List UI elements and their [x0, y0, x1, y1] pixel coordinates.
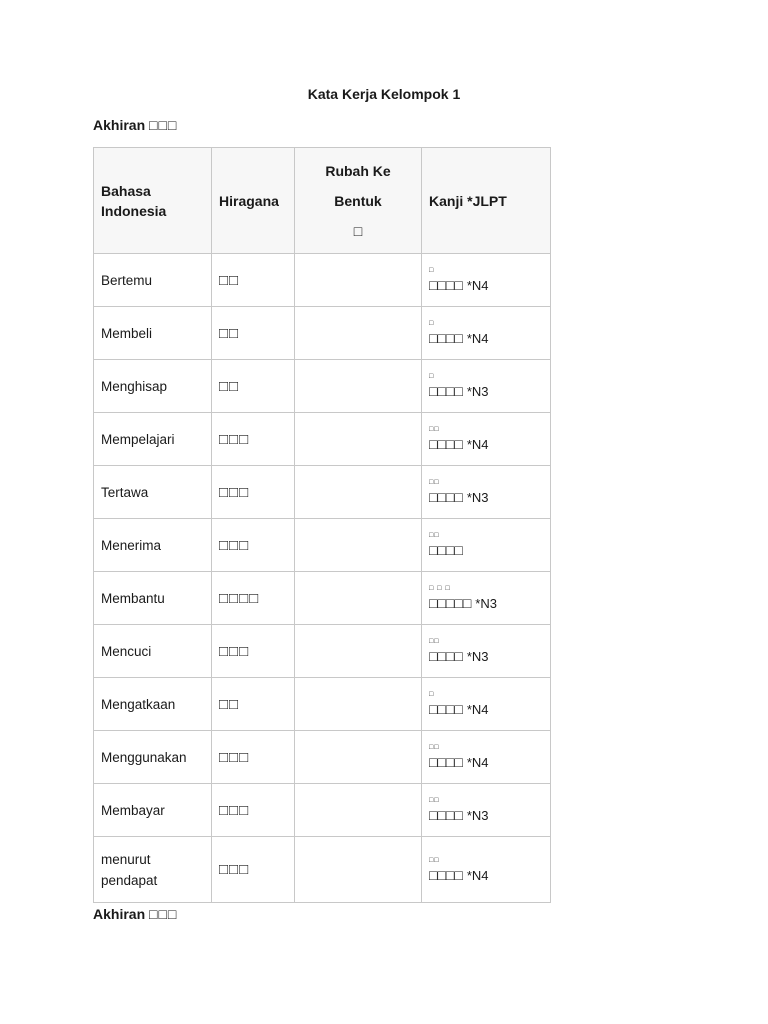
- kanji-text: □□□□□: [429, 595, 472, 611]
- meaning-text: Mempelajari: [101, 431, 175, 447]
- cell-rubah-bentuk: [295, 784, 422, 837]
- cell-hiragana: [212, 519, 295, 572]
- cell-meaning: [94, 254, 212, 307]
- hiragana-text: □□□: [219, 748, 250, 766]
- cell-kanji: [422, 625, 551, 678]
- kanji-text: □□□□: [429, 383, 463, 399]
- hiragana-text: □□□: [219, 801, 250, 819]
- furigana-text: □□: [429, 797, 440, 804]
- kanji-text: □□□□: [429, 436, 463, 452]
- cell-kanji: [422, 254, 551, 307]
- cell-kanji: [422, 360, 551, 413]
- meaning-text: Menerima: [101, 537, 162, 553]
- jlpt-level: *N4: [466, 702, 489, 717]
- cell-hiragana: [212, 360, 295, 413]
- meaning-text: Membayar: [101, 802, 165, 818]
- table-row: [94, 784, 551, 837]
- header-rubah-ke-bentuk: [295, 148, 422, 254]
- jlpt-level: *N3: [466, 649, 489, 664]
- header-hiragana: Hiragana: [212, 148, 295, 254]
- meaning-text: Membantu: [101, 590, 165, 606]
- hiragana-text: □□□: [219, 642, 250, 660]
- kanji-text: □□□□: [429, 648, 463, 664]
- kanji-line: [429, 867, 489, 883]
- hiragana-text: □□: [219, 377, 240, 395]
- cell-rubah-bentuk: [295, 731, 422, 784]
- hiragana-text: □□□□: [219, 589, 260, 607]
- section-heading-label: Akhiran: [93, 117, 146, 133]
- header-rubah-line2: Bentuk: [334, 192, 382, 209]
- furigana-text: □ □ □: [429, 585, 451, 592]
- cell-kanji: [422, 413, 551, 466]
- cell-hiragana: [212, 254, 295, 307]
- hiragana-text: □□□: [219, 430, 250, 448]
- cell-meaning: [94, 572, 212, 625]
- meaning-text: Menggunakan: [101, 749, 187, 765]
- cell-rubah-bentuk: [295, 519, 422, 572]
- table-row: [94, 254, 551, 307]
- kanji-text: □□□□: [429, 277, 463, 293]
- kanji-line: [429, 542, 467, 558]
- meaning-text: Membeli: [101, 325, 153, 341]
- furigana-text: □: [429, 691, 435, 698]
- jlpt-level: *N3: [466, 384, 489, 399]
- cell-rubah-bentuk: [295, 413, 422, 466]
- hiragana-text: □□: [219, 271, 240, 289]
- cell-kanji: [422, 307, 551, 360]
- furigana-text: □□: [429, 426, 440, 433]
- table-row: [94, 625, 551, 678]
- cell-meaning: [94, 784, 212, 837]
- furigana-text: □□: [429, 744, 440, 751]
- cell-hiragana: [212, 731, 295, 784]
- cell-rubah-bentuk: [295, 360, 422, 413]
- cell-hiragana: [212, 307, 295, 360]
- hiragana-text: □□: [219, 324, 240, 342]
- header-bahasa-indonesia: Bahasa Indonesia: [94, 148, 212, 254]
- cell-kanji: [422, 466, 551, 519]
- header-rubah-line1: Rubah Ke: [325, 162, 391, 179]
- hiragana-text: □□□: [219, 861, 250, 878]
- meaning-text: Mencuci: [101, 643, 152, 659]
- cell-meaning: [94, 466, 212, 519]
- cell-meaning: [94, 678, 212, 731]
- cell-rubah-bentuk: [295, 625, 422, 678]
- jlpt-level: *N4: [466, 331, 489, 346]
- jlpt-level: *N4: [466, 755, 489, 770]
- cell-rubah-bentuk: [295, 678, 422, 731]
- cell-hiragana: [212, 413, 295, 466]
- kanji-line: [429, 330, 489, 346]
- hiragana-text: □□□: [219, 483, 250, 501]
- cell-meaning: [94, 307, 212, 360]
- hiragana-text: □□□: [219, 536, 250, 554]
- kanji-line: [429, 701, 489, 717]
- table-row: [94, 572, 551, 625]
- table-row: [94, 413, 551, 466]
- cell-meaning: [94, 731, 212, 784]
- furigana-text: □□: [429, 856, 440, 864]
- meaning-text: Bertemu: [101, 272, 153, 288]
- cell-kanji: [422, 731, 551, 784]
- cell-hiragana: [212, 625, 295, 678]
- kanji-text: □□□□: [429, 866, 463, 883]
- kanji-text: □□□□: [429, 542, 463, 558]
- section-heading-label: Akhiran: [93, 906, 146, 922]
- section-heading-japanese: □□□: [149, 906, 178, 922]
- section-heading-akhiran: [93, 117, 177, 133]
- furigana-text: □□: [429, 532, 440, 539]
- kanji-text: □□□□: [429, 330, 463, 346]
- furigana-text: □□: [429, 638, 440, 645]
- table-row: [94, 360, 551, 413]
- table-row: [94, 519, 551, 572]
- jlpt-level: *N4: [466, 278, 489, 293]
- table-header-row: [94, 148, 551, 254]
- cell-kanji: [422, 837, 551, 903]
- cell-hiragana: [212, 678, 295, 731]
- furigana-text: □: [429, 373, 435, 380]
- section-heading-akhiran-next: [93, 906, 177, 922]
- cell-meaning: [94, 837, 212, 903]
- meaning-text: Tertawa: [101, 484, 149, 500]
- cell-hiragana: [212, 784, 295, 837]
- furigana-text: □: [429, 267, 435, 274]
- meaning-text: Mengatkaan: [101, 696, 176, 712]
- table-row: [94, 307, 551, 360]
- header-rubah-line3: □: [353, 222, 363, 239]
- cell-kanji: [422, 519, 551, 572]
- hiragana-text: □□: [219, 695, 240, 713]
- cell-rubah-bentuk: [295, 837, 422, 903]
- verb-table: [93, 147, 551, 903]
- cell-kanji: [422, 784, 551, 837]
- kanji-line: [429, 277, 489, 293]
- cell-meaning: [94, 519, 212, 572]
- kanji-text: □□□□: [429, 701, 463, 717]
- kanji-line: [429, 383, 489, 399]
- cell-rubah-bentuk: [295, 307, 422, 360]
- cell-rubah-bentuk: [295, 572, 422, 625]
- cell-rubah-bentuk: [295, 466, 422, 519]
- furigana-text: □□: [429, 479, 440, 486]
- kanji-line: [429, 807, 489, 823]
- kanji-text: □□□□: [429, 807, 463, 823]
- kanji-line: [429, 648, 489, 664]
- kanji-line: [429, 595, 497, 611]
- section-heading-japanese: □□□: [149, 117, 178, 133]
- meaning-text: Menghisap: [101, 378, 168, 394]
- table-row: [94, 678, 551, 731]
- cell-hiragana: [212, 572, 295, 625]
- cell-kanji: [422, 678, 551, 731]
- kanji-line: [429, 436, 489, 452]
- furigana-text: □: [429, 320, 435, 327]
- cell-kanji: [422, 572, 551, 625]
- meaning-text: menurut pendapat: [101, 851, 158, 888]
- table-row: [94, 466, 551, 519]
- jlpt-level: *N3: [466, 490, 489, 505]
- page-title: Kata Kerja Kelompok 1: [307, 86, 461, 102]
- kanji-text: □□□□: [429, 754, 463, 770]
- cell-meaning: [94, 413, 212, 466]
- table-row: [94, 837, 551, 903]
- cell-hiragana: [212, 466, 295, 519]
- jlpt-level: *N3: [466, 808, 489, 823]
- kanji-line: [429, 489, 489, 505]
- jlpt-level: *N4: [466, 437, 489, 452]
- header-kanji-jlpt: Kanji *JLPT: [422, 148, 551, 254]
- kanji-line: [429, 754, 489, 770]
- cell-rubah-bentuk: [295, 254, 422, 307]
- cell-meaning: [94, 625, 212, 678]
- cell-meaning: [94, 360, 212, 413]
- cell-hiragana: [212, 837, 295, 903]
- table-row: [94, 731, 551, 784]
- kanji-text: □□□□: [429, 489, 463, 505]
- jlpt-level: *N3: [475, 596, 497, 611]
- jlpt-level: *N4: [466, 867, 489, 883]
